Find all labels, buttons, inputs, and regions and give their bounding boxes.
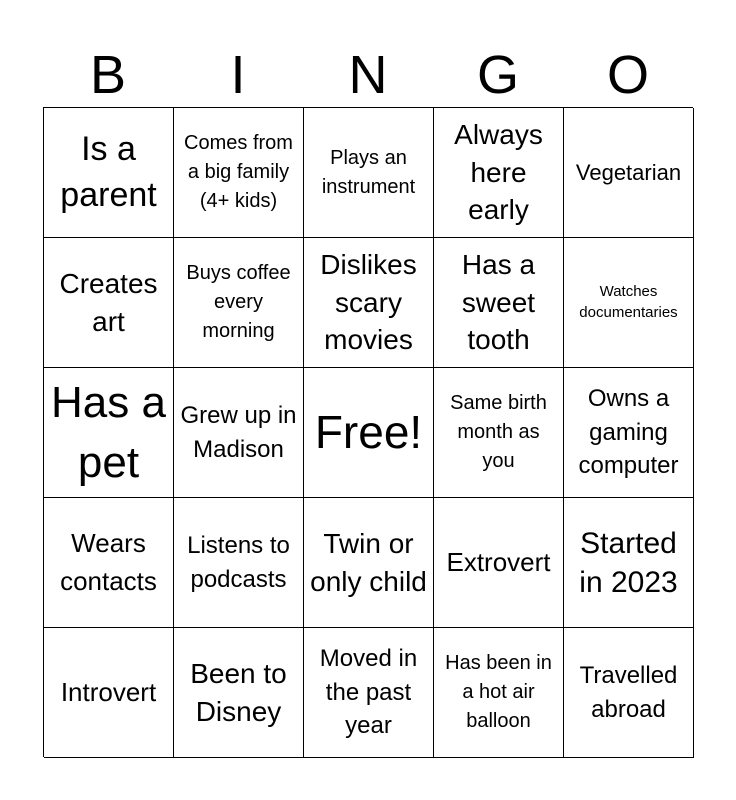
cell-label: Introvert [60, 676, 157, 707]
bingo-cell[interactable] [564, 108, 694, 238]
bingo-cell[interactable] [434, 498, 564, 628]
cell-label: Always here early [454, 118, 543, 226]
bingo-cell[interactable] [564, 628, 694, 758]
free-space-cell[interactable] [304, 368, 434, 498]
header-letter-o: O [606, 45, 649, 105]
cell-label: Owns a gaming computer [578, 385, 679, 480]
bingo-cell[interactable] [434, 108, 564, 238]
cell-label: Listens to podcasts [187, 531, 290, 593]
cell-label: Grew up in Madison [180, 401, 297, 463]
cell-label: Started in 2023 [579, 526, 678, 599]
cell-label: Plays an instrument [321, 146, 416, 198]
bingo-cell[interactable] [174, 498, 304, 628]
bingo-board [43, 107, 693, 757]
header-letter-i: I [230, 45, 246, 105]
cell-label: Creates art [59, 267, 158, 337]
cell-label: Has a sweet tooth [461, 248, 536, 356]
bingo-cell[interactable] [174, 628, 304, 758]
header-letter-b: B [89, 45, 127, 105]
bingo-header [43, 44, 693, 106]
bingo-cell[interactable] [564, 368, 694, 498]
cell-label: Twin or only child [310, 527, 427, 597]
bingo-cell[interactable] [174, 238, 304, 368]
cell-label: Moved in the past year [319, 645, 418, 740]
cell-label: Is a parent [60, 129, 157, 214]
cell-label: Travelled abroad [579, 661, 678, 723]
bingo-cell[interactable] [44, 628, 174, 758]
bingo-cell[interactable] [564, 498, 694, 628]
cell-label: Watches documentaries [579, 283, 678, 321]
cell-label: Buys coffee every morning [186, 262, 291, 342]
cell-label: Wears contacts [60, 527, 157, 596]
cell-label: Same birth month as you [450, 392, 547, 472]
bingo-cell[interactable] [174, 108, 304, 238]
bingo-cell[interactable] [434, 238, 564, 368]
bingo-cell[interactable] [304, 628, 434, 758]
cell-label: Vegetarian [575, 159, 682, 185]
bingo-cell[interactable] [44, 108, 174, 238]
bingo-cell[interactable] [564, 238, 694, 368]
header-letter-n: N [348, 45, 388, 105]
bingo-cell[interactable] [44, 368, 174, 498]
cell-label: Been to Disney [190, 657, 287, 727]
free-space-label: Free! [314, 405, 423, 458]
bingo-cell[interactable] [304, 238, 434, 368]
cell-label: Has a pet [51, 378, 166, 487]
bingo-cell[interactable] [44, 238, 174, 368]
bingo-cell[interactable] [304, 498, 434, 628]
header-letter-g: G [476, 45, 519, 105]
bingo-cell[interactable] [44, 498, 174, 628]
cell-label: Extrovert [446, 546, 551, 577]
cell-label: Dislikes scary movies [320, 248, 417, 356]
cell-label: Has been in a hot air balloon [445, 652, 552, 732]
bingo-cell[interactable] [174, 368, 304, 498]
cell-label: Comes from a big family (4+ kids) [184, 132, 293, 212]
bingo-cell[interactable] [434, 628, 564, 758]
bingo-cell[interactable] [304, 108, 434, 238]
bingo-cell[interactable] [434, 368, 564, 498]
